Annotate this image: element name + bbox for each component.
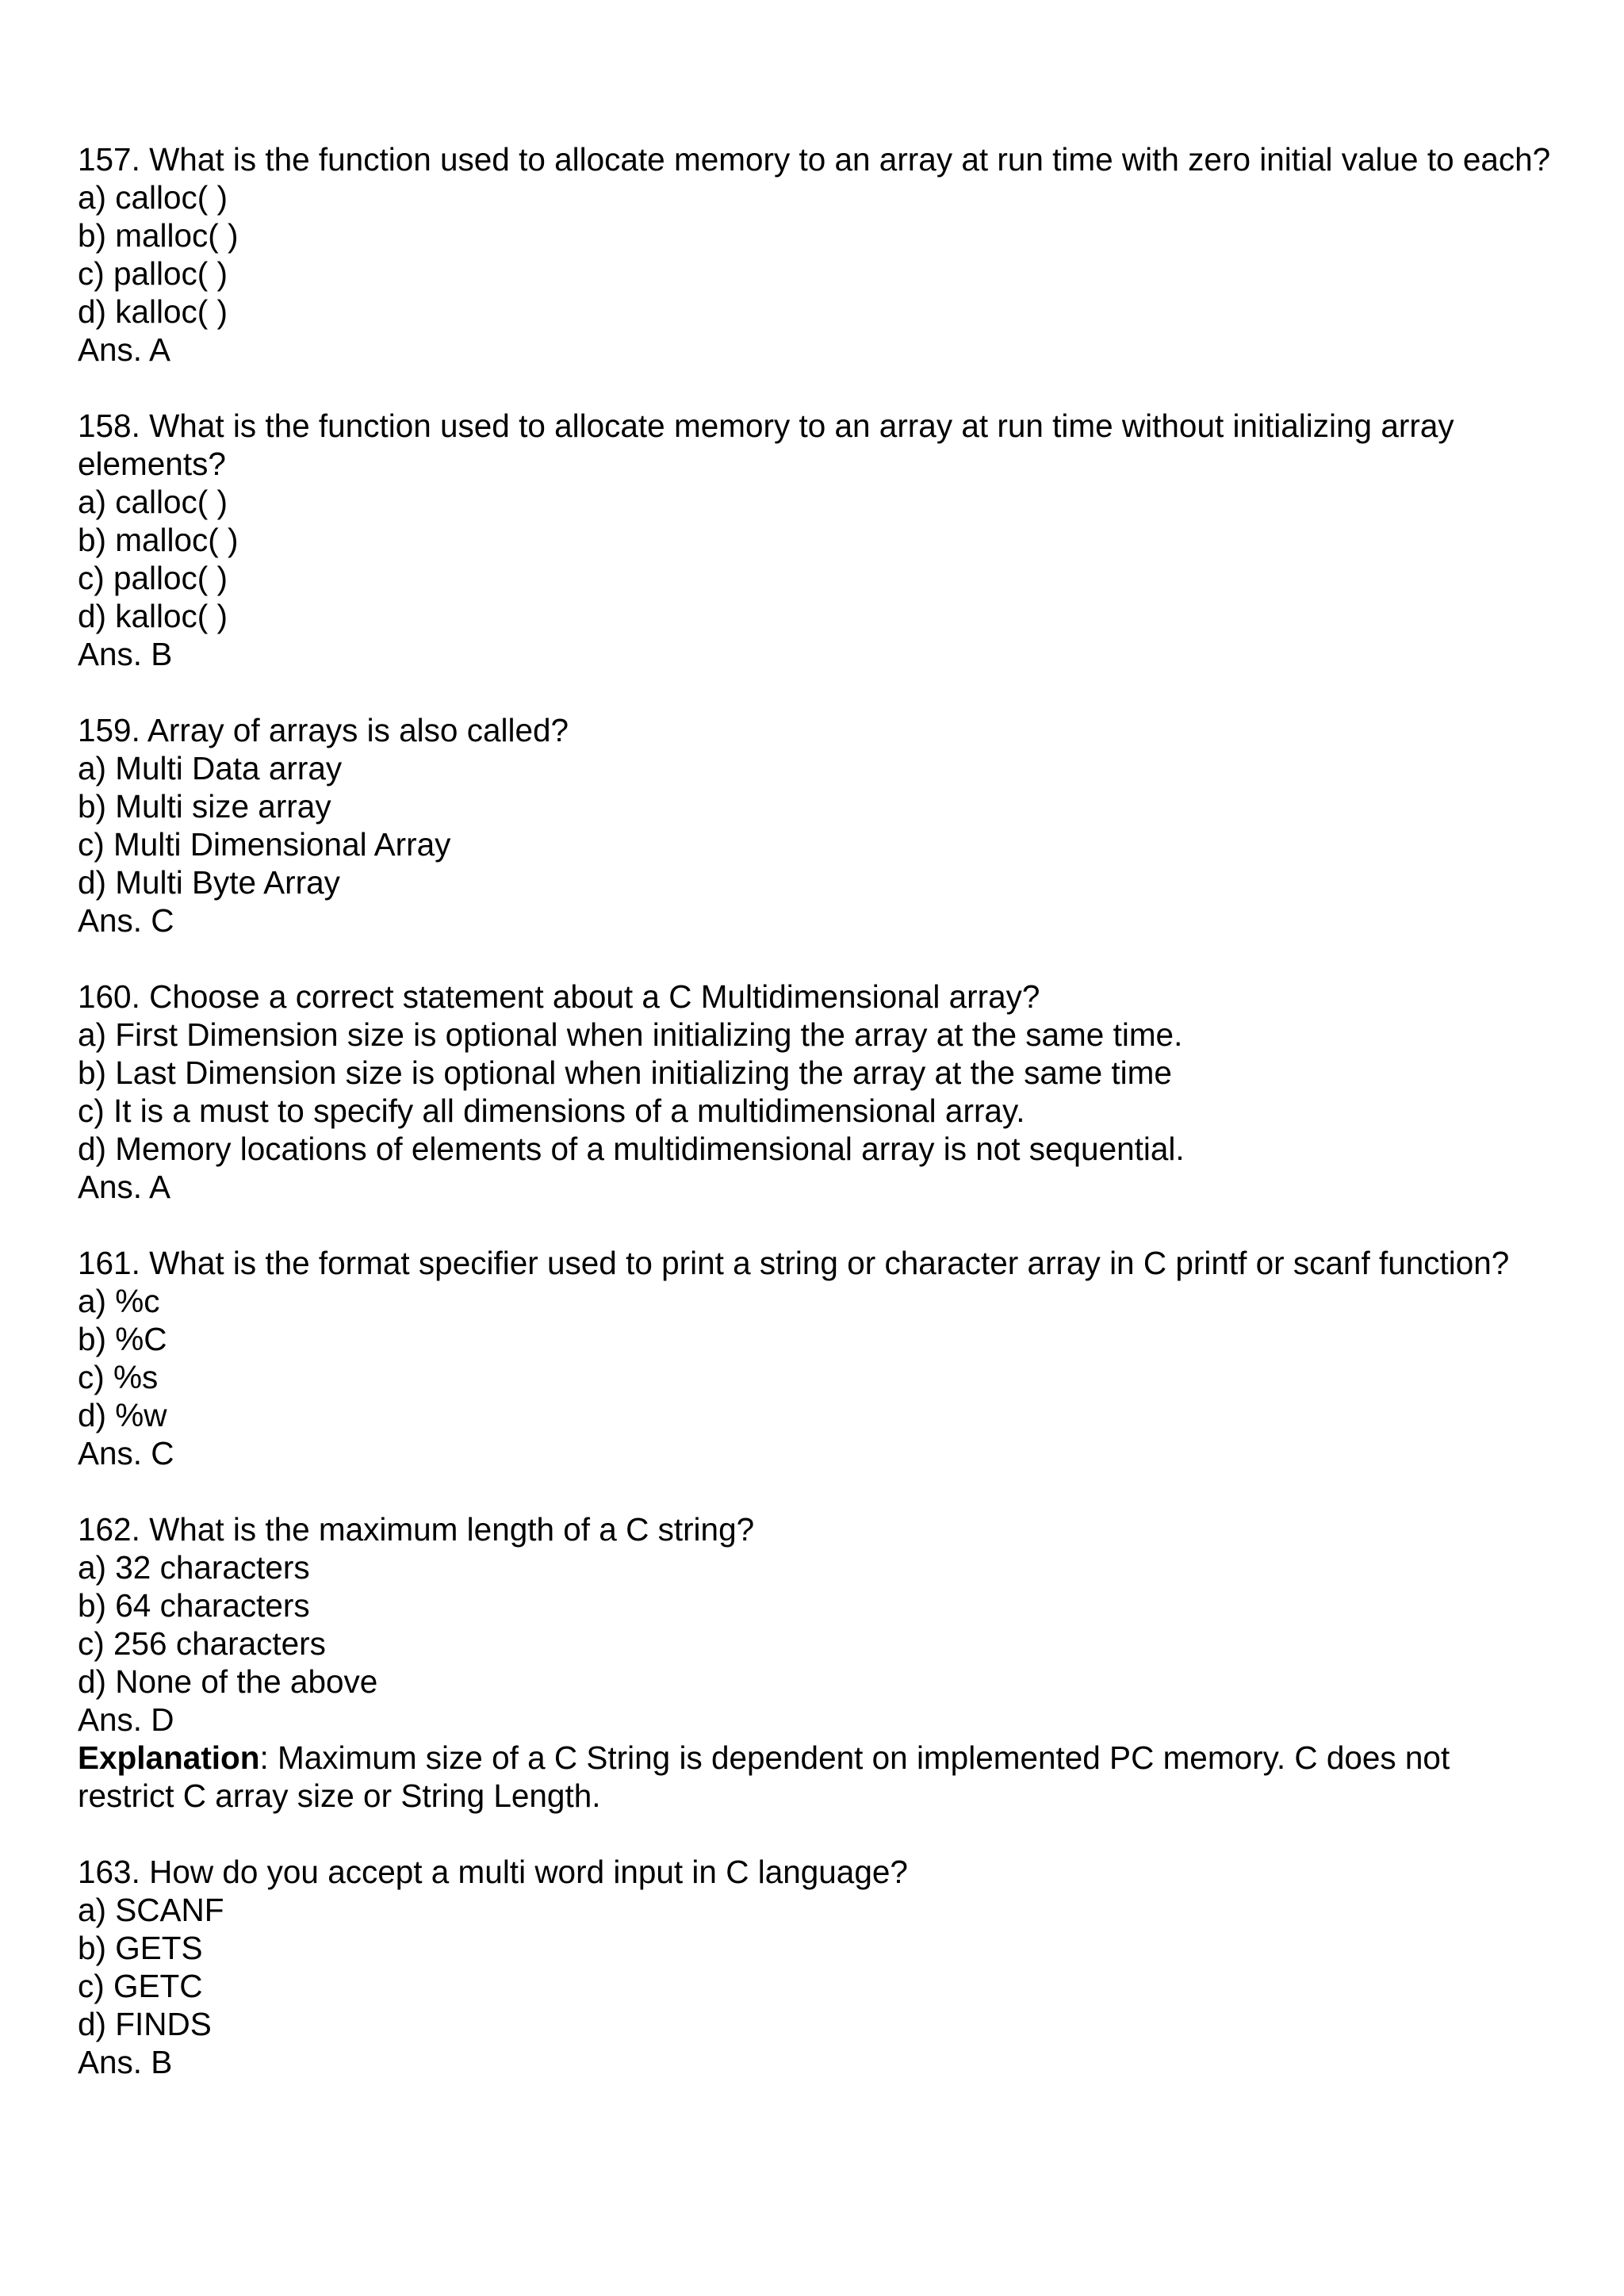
explanation-text: : Maximum size of a C String is dependent on implemented PC memory. C does not restrict C array size or String Length. (78, 1739, 1450, 1814)
option-c: c) It is a must to specify all dimensions of a multidimensional array. (78, 1093, 1025, 1129)
option-a: a) calloc( ) (78, 179, 228, 216)
option-b: b) %C (78, 1321, 167, 1357)
question-block-158 (78, 407, 1554, 673)
answer: Ans. B (78, 636, 173, 672)
option-b: b) 64 characters (78, 1587, 310, 1624)
option-a: a) 32 characters (78, 1549, 310, 1586)
question-block-161 (78, 1244, 1554, 1472)
question-text: 162. What is the maximum length of a C string? (78, 1511, 755, 1548)
option-a: a) %c (78, 1283, 160, 1319)
option-c: c) %s (78, 1359, 159, 1395)
question-block-162 (78, 1510, 1554, 1815)
answer: Ans. C (78, 1435, 174, 1471)
option-d: d) %w (78, 1397, 167, 1433)
option-c: c) 256 characters (78, 1625, 326, 1662)
answer: Ans. B (78, 2044, 173, 2080)
option-d: d) Multi Byte Array (78, 864, 340, 901)
option-b: b) Last Dimension size is optional when initializing the array at the same time (78, 1054, 1172, 1091)
question-text: 158. What is the function used to allocate memory to an array at run time without initializing array elements? (78, 408, 1454, 482)
option-c: c) palloc( ) (78, 560, 228, 596)
answer: Ans. A (78, 331, 171, 368)
option-b: b) malloc( ) (78, 522, 239, 558)
explanation (78, 1739, 1554, 1815)
option-d: d) kalloc( ) (78, 598, 228, 634)
option-d: d) FINDS (78, 2006, 212, 2042)
option-d: d) None of the above (78, 1663, 378, 1700)
option-d: d) Memory locations of elements of a multidimensional array is not sequential. (78, 1131, 1185, 1167)
question-text: 163. How do you accept a multi word input in C language? (78, 1854, 908, 1890)
option-c: c) Multi Dimensional Array (78, 826, 451, 863)
option-d: d) kalloc( ) (78, 293, 228, 330)
option-b: b) GETS (78, 1930, 203, 1966)
question-block-159 (78, 711, 1554, 939)
answer: Ans. A (78, 1169, 171, 1205)
answer: Ans. D (78, 1701, 174, 1738)
answer: Ans. C (78, 902, 174, 939)
option-a: a) SCANF (78, 1892, 224, 1928)
question-block-160 (78, 978, 1554, 1206)
option-a: a) First Dimension size is optional when initializing the array at the same time. (78, 1016, 1183, 1053)
option-a: a) Multi Data array (78, 750, 343, 786)
question-text: 159. Array of arrays is also called? (78, 712, 569, 748)
question-text: 160. Choose a correct statement about a C Multidimensional array? (78, 978, 1040, 1015)
explanation-label: Explanation (78, 1739, 260, 1776)
question-text: 161. What is the format specifier used to print a string or character array in C printf or scanf function? (78, 1245, 1510, 1281)
option-b: b) Multi size array (78, 788, 331, 825)
option-c: c) GETC (78, 1968, 203, 2004)
document-page (78, 140, 1554, 2119)
option-b: b) malloc( ) (78, 217, 239, 254)
option-c: c) palloc( ) (78, 255, 228, 292)
question-text: 157. What is the function used to allocate memory to an array at run time with zero initial value to each? (78, 141, 1551, 178)
option-a: a) calloc( ) (78, 484, 228, 520)
question-block-163 (78, 1853, 1554, 2081)
question-block-157 (78, 140, 1554, 369)
